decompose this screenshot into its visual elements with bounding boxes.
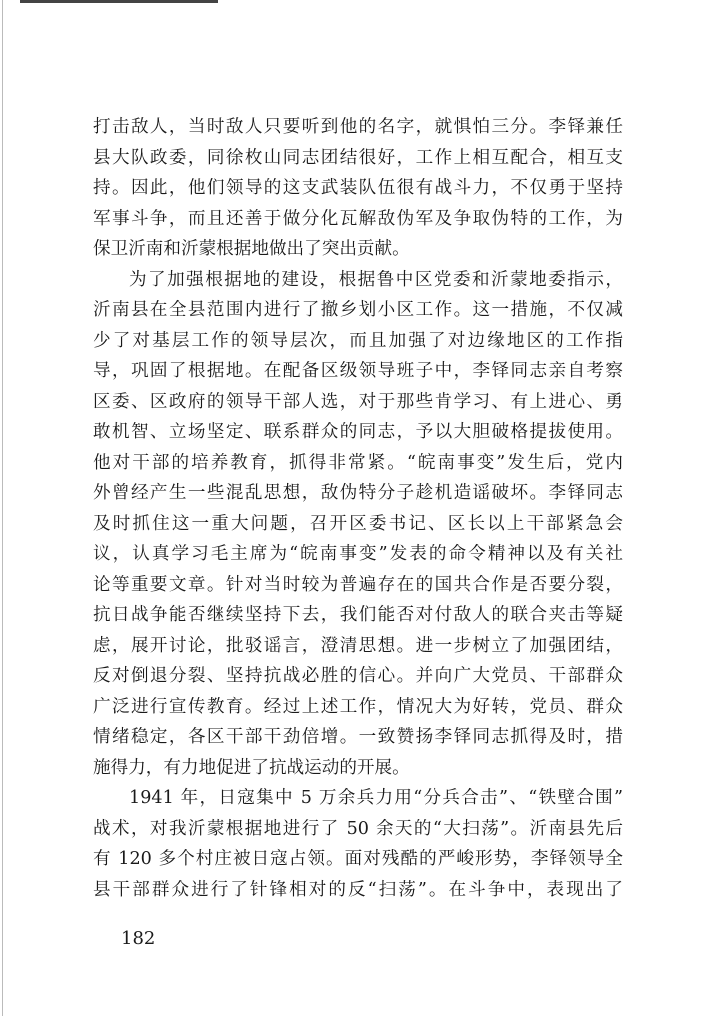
text-line: 军事斗争，而且还善于做分化瓦解敌伪军及争取伪特的工作，为 (93, 208, 623, 229)
text-line: 保卫沂南和沂蒙根据地做出了突出贡献。 (93, 239, 410, 259)
page-left-border (2, 0, 3, 1016)
text-line: 1941 年，日寇集中 5 万余兵力用“分兵合击”、“铁壁合围” (129, 788, 623, 808)
text-line: 县干部群众进行了针锋相对的反“扫荡”。在斗争中，表现出了 (93, 879, 623, 900)
text-line: 敢机智、立场坚定、联系群众的同志，予以大胆破格提拔使用。 (93, 422, 623, 442)
text-line: 有 120 多个村庄被日寇占领。面对残酷的严峻形势，李铎领导全 (93, 849, 623, 869)
text-line: 区委、区政府的领导干部人选，对于那些肯学习、有上进心、勇 (93, 391, 623, 412)
text-line: 外曾经产生一些混乱思想，敌伪特分子趁机造谣破坏。李铎同志 (93, 483, 623, 503)
text-line: 打击敌人，当时敌人只要听到他的名字，就惧怕三分。李铎兼任 (93, 117, 623, 137)
header-rule (20, 0, 218, 3)
text-line: 少了对基层工作的领导层次，而且加强了对边缘地区的工作指 (93, 330, 623, 351)
text-line: 议，认真学习毛主席为“皖南事变”发表的命令精神以及有关社 (93, 544, 623, 564)
text-line: 抗日战争能否继续坚持下去，我们能否对付敌人的联合夹击等疑 (93, 605, 623, 625)
text-line: 他对干部的培养教育，抓得非常紧。“皖南事变”发生后，党内 (93, 452, 623, 473)
text-line: 虑，展开讨论，批驳谣言，澄清思想。进一步树立了加强团结， (93, 635, 623, 656)
body-text (93, 112, 623, 905)
text-line: 为了加强根据地的建设，根据鲁中区党委和沂蒙地委指示， (129, 269, 623, 290)
page-number: 182 (121, 928, 156, 949)
text-line: 及时抓住这一重大问题，召开区委书记、区长以上干部紧急会 (93, 513, 623, 534)
text-line: 情绪稳定，各区干部干劲倍增。一致赞扬李铎同志抓得及时，措 (93, 727, 623, 747)
text-line: 持。因此，他们领导的这支武装队伍很有战斗力，不仅勇于坚持 (93, 178, 623, 198)
text-line: 沂南县在全县范围内进行了撤乡划小区工作。这一措施，不仅减 (93, 300, 623, 320)
text-line: 导，巩固了根据地。在配备区级领导班子中，李铎同志亲自考察 (93, 361, 623, 381)
text-line: 广泛进行宣传教育。经过上述工作，情况大为好转，党员、群众 (93, 696, 623, 717)
text-line: 论等重要文章。针对当时较为普遍存在的国共合作是否要分裂， (93, 574, 623, 595)
text-line: 县大队政委，同徐枚山同志团结很好，工作上相互配合，相互支 (93, 147, 623, 168)
text-line: 施得力，有力地促进了抗战运动的开展。 (93, 757, 410, 778)
text-line: 战术，对我沂蒙根据地进行了 50 余天的“大扫荡”。沂南县先后 (93, 818, 623, 839)
text-line: 反对倒退分裂、坚持抗战必胜的信心。并向广大党员、干部群众 (93, 666, 623, 686)
